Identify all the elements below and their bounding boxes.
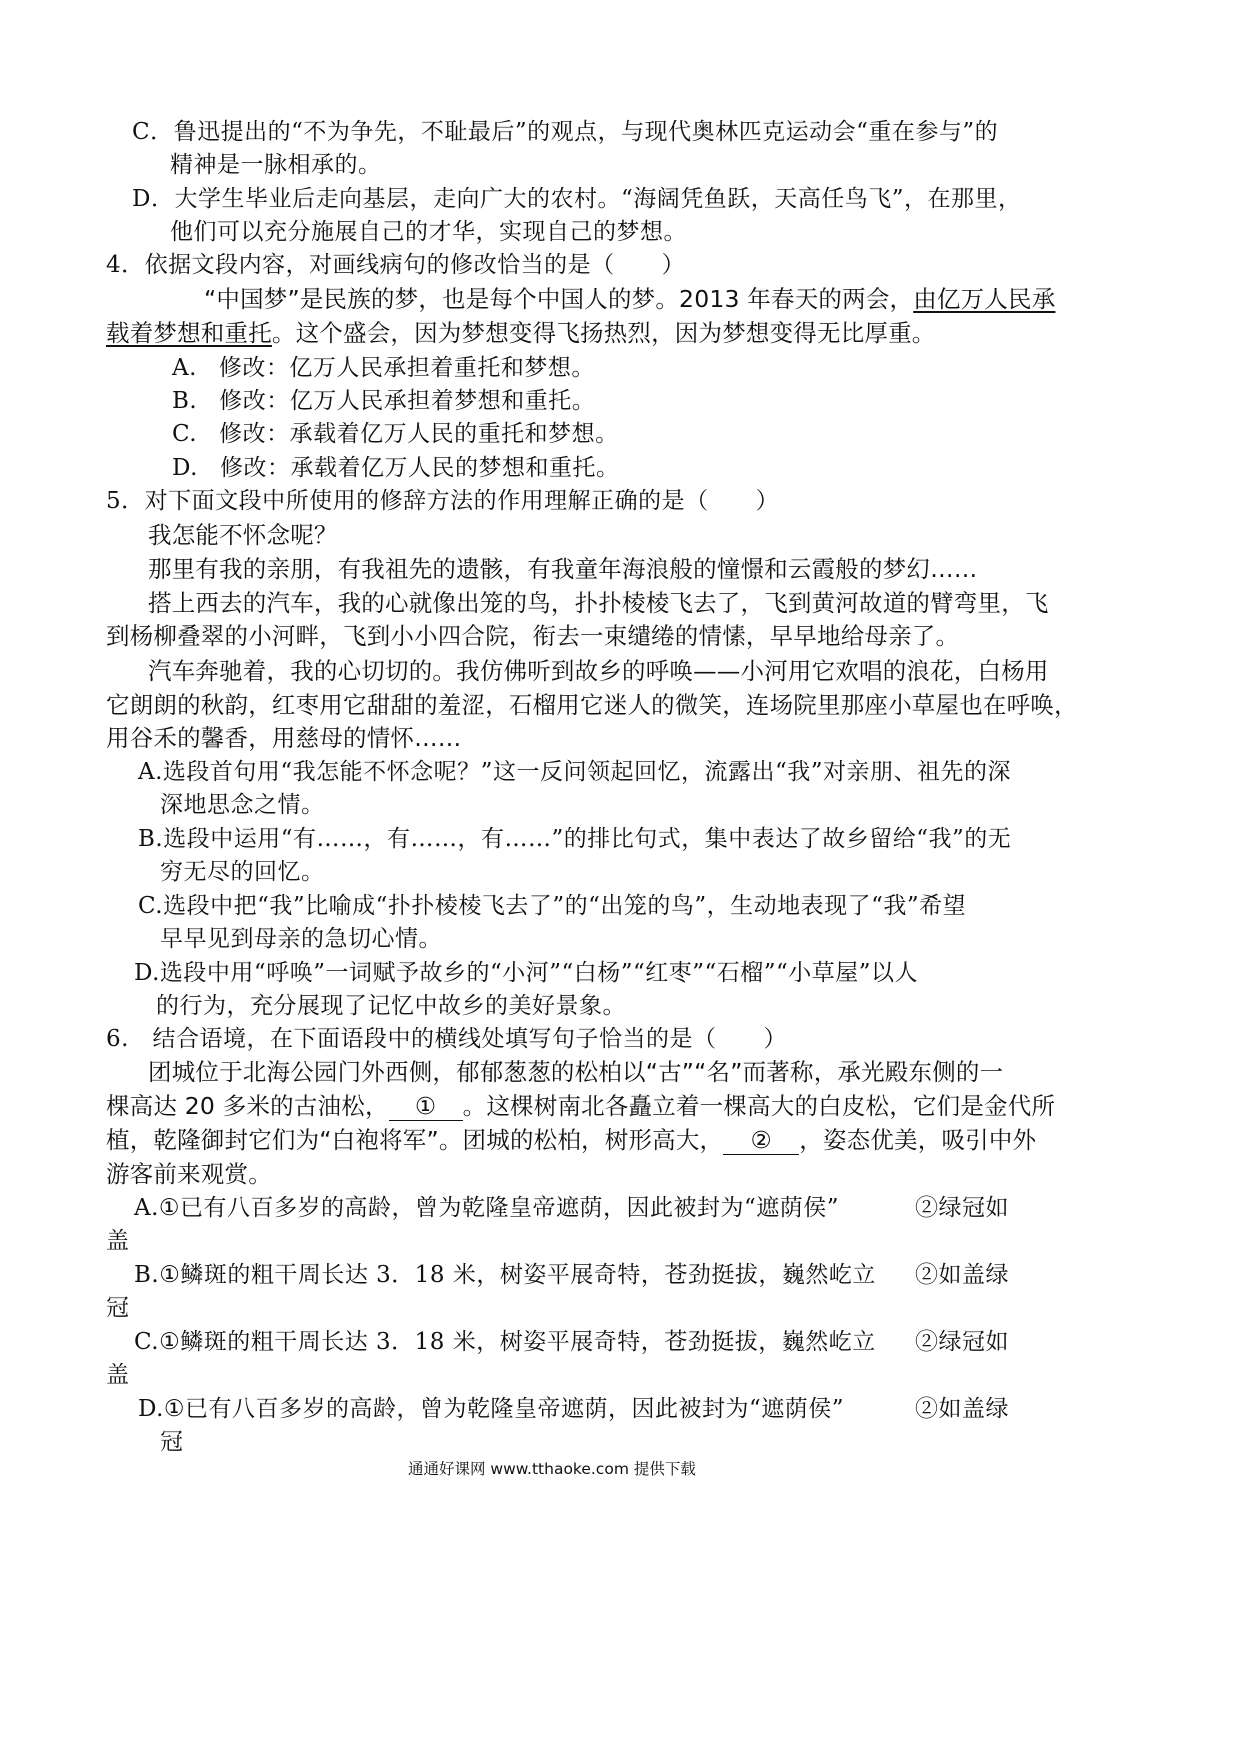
q5-passage-p3-line2: 到杨柳叠翠的小河畔，飞到小小四合院，衔去一束缱绻的情愫，早早地给母亲了。 bbox=[106, 622, 960, 650]
q5-option-d-line1: D.选段中用“呼唤”一词赋予故乡的“小河”“白杨”“红枣”“石榴”“小草屋”以人 bbox=[134, 960, 919, 986]
option-letter: A. bbox=[172, 355, 197, 381]
q6-option-c: C.①鳞斑的粗干周长达 3．18 米，树姿平展奇特，苍劲挺拔，巍然屹立 bbox=[134, 1329, 876, 1355]
passage-text: 。这棵树南北各矗立着一棵高大的白皮松，它们是金代所 bbox=[462, 1092, 1056, 1120]
q6-option-a: A.①已有八百多岁的高龄，曾为乾隆皇帝遮荫，因此被封为“遮荫侯” bbox=[134, 1195, 840, 1221]
q5-option-d-line2: 的行为，充分展现了记忆中故乡的美好景象。 bbox=[156, 993, 626, 1019]
q6-option-a-part2: ②绿冠如 bbox=[915, 1195, 1009, 1221]
blank-1: ① bbox=[389, 1094, 463, 1121]
q5-passage-p4-line2: 它朗朗的秋韵，红枣用它甜甜的羞涩，石榴用它迷人的微笑，连场院里那座小草屋也在呼唤， bbox=[106, 691, 1078, 719]
q5-passage-p4-line3: 用谷禾的馨香，用慈母的情怀…… bbox=[106, 724, 462, 752]
q5-option-b-line2: 穷无尽的回忆。 bbox=[160, 859, 325, 885]
q5-option-c-line2: 早早见到母亲的急切心情。 bbox=[160, 926, 442, 952]
q6-option-d: D.①已有八百多岁的高龄，曾为乾隆皇帝遮荫，因此被封为“遮荫侯” bbox=[138, 1396, 845, 1422]
q5-passage-p2: 那里有我的亲朋，有我祖先的遗骸，有我童年海浪般的憧憬和云霞般的梦幻…… bbox=[148, 555, 978, 583]
q3-option-d-line2: 他们可以充分施展自己的才华，实现自己的梦想。 bbox=[170, 219, 687, 245]
option-letter: C. bbox=[172, 421, 198, 447]
q4-underlined-sentence: 由亿万人民承 bbox=[913, 285, 1056, 313]
q6-option-d-part2: ②如盖绿 bbox=[915, 1396, 1009, 1422]
q6-option-c-part2: ②绿冠如 bbox=[915, 1329, 1009, 1355]
passage-text: ，姿态优美，吸引中外 bbox=[799, 1126, 1037, 1154]
option-letter: B. bbox=[172, 388, 198, 414]
option-text: 修改：亿万人民承担着梦想和重托。 bbox=[219, 388, 596, 414]
q4-option-b bbox=[172, 382, 595, 415]
q5-option-b-line1: B.选段中运用“有……，有……，有……”的排比句式，集中表达了故乡留给“我”的无 bbox=[138, 826, 1012, 852]
q5-passage-p4-line1: 汽车奔驰着，我的心切切的。我仿佛听到故乡的呼唤——小河用它欢唱的浪花，白杨用 bbox=[148, 657, 1049, 685]
q6-option-b-part2: ②如盖绿 bbox=[915, 1262, 1009, 1288]
passage-text: 棵高达 20 多米的古油松， bbox=[106, 1092, 389, 1120]
q4-passage-line2 bbox=[106, 314, 936, 348]
q6-option-b: B.①鳞斑的粗干周长达 3．18 米，树姿平展奇特，苍劲挺拔，巍然屹立 bbox=[134, 1262, 876, 1288]
q4-option-a bbox=[172, 349, 595, 382]
option-text: 修改：承载着亿万人民的梦想和重托。 bbox=[219, 455, 620, 481]
q6-passage-line2 bbox=[106, 1087, 1055, 1121]
q3-option-d-line1: D．大学生毕业后走向基层，走向广大的农村。“海阔凭鱼跃，天高任鸟飞”，在那里， bbox=[132, 186, 1022, 212]
q5-option-a-line2: 深地思念之情。 bbox=[160, 792, 325, 818]
q6-option-d-wrap: 冠 bbox=[160, 1429, 184, 1455]
q5-option-c-line1: C.选段中把“我”比喻成“扑扑棱棱飞去了”的“出笼的鸟”，生动地表现了“我”希望 bbox=[138, 893, 967, 919]
q4-passage-text-end: 。这个盛会，因为梦想变得飞扬热烈，因为梦想变得无比厚重。 bbox=[271, 319, 936, 347]
q6-passage-line3 bbox=[106, 1121, 1036, 1155]
page-footer: 通通好课网 www.tthaoke.com 提供下载 bbox=[408, 1460, 696, 1478]
option-text: 修改：承载着亿万人民的重托和梦想。 bbox=[219, 421, 619, 447]
q3-option-c-line1: C．鲁迅提出的“不为争先，不耻最后”的观点，与现代奥林匹克运动会“重在参与”的 bbox=[132, 119, 999, 145]
q4-underlined-sentence-end: 载着梦想和重托 bbox=[106, 319, 272, 347]
q6-option-a-wrap: 盖 bbox=[106, 1228, 130, 1254]
q4-option-d bbox=[172, 449, 619, 482]
q3-option-c-line2: 精神是一脉相承的。 bbox=[170, 152, 382, 178]
q5-passage-p3-line1: 搭上西去的汽车，我的心就像出笼的鸟，扑扑棱棱飞去了，飞到黄河故道的臂弯里，飞 bbox=[148, 589, 1049, 617]
option-text: 修改：亿万人民承担着重托和梦想。 bbox=[218, 355, 595, 381]
passage-text: 植，乾隆御封它们为“白袍将军”。团城的松柏，树形高大， bbox=[106, 1126, 724, 1154]
q5-passage-p1: 我怎能不怀念呢？ bbox=[148, 521, 338, 549]
q6-passage-line4: 游客前来观赏。 bbox=[106, 1160, 272, 1188]
q4-stem: 4．依据文段内容，对画线病句的修改恰当的是（ ） bbox=[106, 252, 686, 278]
option-letter: D. bbox=[172, 455, 198, 481]
q4-passage-line1 bbox=[204, 280, 1055, 314]
q6-option-c-wrap: 盖 bbox=[106, 1362, 130, 1388]
blank-2: ② bbox=[723, 1128, 799, 1155]
q5-option-a-line1: A.选段首句用“我怎能不怀念呢？”这一反问领起回忆，流露出“我”对亲朋、祖先的深 bbox=[138, 759, 1011, 785]
q4-passage-text: “中国梦”是民族的梦，也是每个中国人的梦。2013 年春天的两会， bbox=[204, 285, 914, 313]
q5-stem: 5．对下面文段中所使用的修辞方法的作用理解正确的是（ ） bbox=[106, 488, 780, 514]
q6-passage-line1: 团城位于北海公园门外西侧，郁郁葱葱的松柏以“古”“名”而著称，承光殿东侧的一 bbox=[148, 1058, 1004, 1086]
q4-option-c bbox=[172, 415, 619, 448]
q6-stem: 6. 结合语境，在下面语段中的横线处填写句子恰当的是（ ） bbox=[106, 1026, 787, 1052]
q6-option-b-wrap: 冠 bbox=[106, 1295, 130, 1321]
